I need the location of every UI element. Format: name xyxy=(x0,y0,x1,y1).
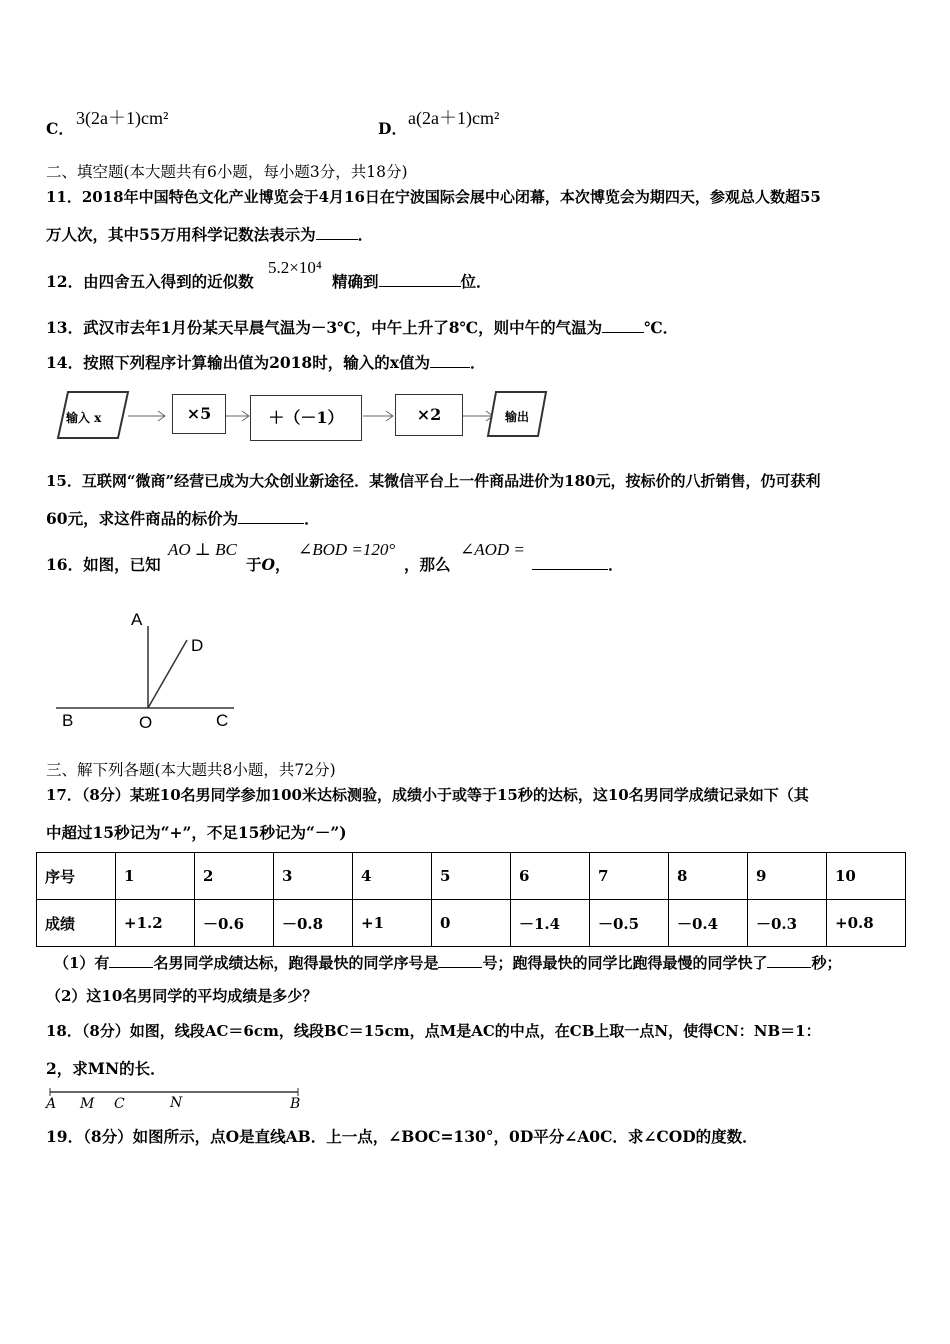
option-d-expression: a(2a＋1)cm² xyxy=(408,108,500,128)
q17-sub1-b: 名男同学成绩达标，跑得最快的同学序号是 xyxy=(153,954,439,972)
seg-label-a: A xyxy=(46,1096,57,1112)
q16-answer xyxy=(532,553,624,575)
q17-line2: 中超过15秒记为“+”，不足15秒记为“－”) xyxy=(46,823,347,842)
answer-blank[interactable] xyxy=(438,953,482,968)
table-row xyxy=(37,853,906,900)
fig-label-b: B xyxy=(62,711,74,730)
table-cell: 7 xyxy=(590,853,669,900)
q16-condition-perpendicular: AO ⊥ BC xyxy=(168,540,237,559)
table-cell: 2 xyxy=(195,853,274,900)
table-cell: 0 xyxy=(432,900,511,947)
q14-line xyxy=(46,351,485,373)
answer-blank[interactable] xyxy=(767,953,811,968)
flow-multiply-2 xyxy=(395,394,463,436)
flow-input-label: 输入 x xyxy=(66,411,102,425)
q17-sub1-c: 号；跑得最快的同学比跑得最慢的同学快了 xyxy=(482,954,768,972)
q16-condition-angle: ∠BOD =120° xyxy=(298,540,396,559)
q16-end: ． xyxy=(608,555,624,574)
q16-point-o: O xyxy=(261,555,276,574)
q17-sub1-a: （1）有 xyxy=(54,954,110,972)
q19-text: 19．（8分）如图所示，点O是直线AB．上一点，∠BOC=130°，0D平分∠A0C．求∠COD的度数． xyxy=(46,1127,758,1146)
table-header-score: 成绩 xyxy=(37,900,116,947)
fig-label-a: A xyxy=(131,610,143,629)
answer-blank[interactable] xyxy=(430,353,470,368)
table-cell: 1 xyxy=(116,853,195,900)
seg-label-m: M xyxy=(80,1096,95,1112)
option-d-label: D． xyxy=(378,119,407,138)
q12-text: 精确到 xyxy=(332,272,379,291)
fig-label-d: D xyxy=(191,636,204,655)
q12-line xyxy=(332,270,492,292)
table-cell: －0.4 xyxy=(669,900,748,947)
flow-add-minus-1 xyxy=(250,395,362,441)
q13-line xyxy=(46,316,678,338)
q17-sub1 xyxy=(54,952,841,973)
seg-label-b: B xyxy=(290,1096,301,1112)
q18-line1: 18．（8分）如图，线段AC＝6cm，线段BC＝15cm，点M是AC的中点，在CB上取一点N，使得CN：NB＝1： xyxy=(46,1022,821,1040)
q16-comma: ， xyxy=(275,555,291,574)
q15-text: 60元，求这件商品的标价为 xyxy=(46,509,239,528)
seg-label-c: C xyxy=(114,1096,125,1112)
seg-label-n: N xyxy=(170,1095,183,1111)
q17-sub1-d: 秒； xyxy=(811,954,842,972)
answer-blank[interactable] xyxy=(602,318,644,333)
q16-question-angle: ∠AOD = xyxy=(460,540,525,559)
q12-number: 5.2×10⁴ xyxy=(268,258,322,277)
table-cell: 10 xyxy=(827,853,906,900)
table-row xyxy=(37,900,906,947)
q11-line1: 11．2018年中国特色文化产业博览会于4月16日在宁波国际会展中心闭幕，本次博览会为期四天，参观总人数超55 xyxy=(46,188,821,206)
table-cell: 8 xyxy=(669,853,748,900)
q12-end: 位． xyxy=(460,272,492,291)
q14-text: 14．按照下列程序计算输出值为2018时，输入的x值为 xyxy=(46,353,430,372)
q16-at-text: 于 xyxy=(246,555,262,574)
table-cell: 3 xyxy=(274,853,353,900)
q17-sub2: （2）这10名男同学的平均成绩是多少？ xyxy=(46,987,318,1005)
table-cell: 9 xyxy=(748,853,827,900)
q15-line1: 15．互联网“微商”经营已成为大众创业新途径．某微信平台上一件商品进价为180元，按标价的八折销售，仍可获利 xyxy=(46,472,821,490)
q11-end: ． xyxy=(357,225,374,244)
q15-end: ． xyxy=(304,509,320,528)
q11-text: 万人次，其中55万用科学记数法表示为 xyxy=(46,225,316,244)
flow-multiply-5 xyxy=(172,394,226,434)
answer-blank[interactable] xyxy=(238,509,304,524)
q17-line1: 17．（8分）某班10名男同学参加100米达标测验，成绩小于或等于15秒的达标，这10名男同学成绩记录如下（其 xyxy=(46,786,809,804)
table-cell: 4 xyxy=(353,853,432,900)
q14-end: ． xyxy=(469,353,486,372)
q12-prefix: 12．由四舍五入得到的近似数 xyxy=(46,272,254,291)
q13-text: 13．武汉市去年1月份某天早晨气温为－3℃，中午上升了8℃，则中午的气温为 xyxy=(46,318,603,337)
table-header-id: 序号 xyxy=(37,853,116,900)
q16-at xyxy=(246,553,291,575)
q11-line2 xyxy=(46,223,373,245)
q18-line2: 2，求MN的长． xyxy=(46,1059,166,1078)
table-cell: 5 xyxy=(432,853,511,900)
scores-table xyxy=(36,852,906,947)
table-cell: －0.6 xyxy=(195,900,274,947)
table-cell: －0.3 xyxy=(748,900,827,947)
q16-then: ，那么 xyxy=(404,555,451,574)
answer-blank[interactable] xyxy=(379,272,461,287)
q13-end: ℃． xyxy=(644,318,679,337)
fig-label-o: O xyxy=(139,713,153,732)
flow-add-minus-1-label: ＋（－1） xyxy=(268,408,344,427)
q16-prefix: 16．如图，已知 xyxy=(46,555,161,574)
fig-label-c: C xyxy=(216,711,229,730)
q15-line2 xyxy=(46,507,320,529)
table-cell: +1.2 xyxy=(116,900,195,947)
table-cell: 6 xyxy=(511,853,590,900)
option-c-label: C． xyxy=(46,119,74,138)
option-c-expression: 3(2a＋1)cm² xyxy=(76,108,169,128)
table-cell: －1.4 xyxy=(511,900,590,947)
answer-blank[interactable] xyxy=(532,555,608,570)
section-3-title: 三、解下列各题(本大题共8小题，共72分) xyxy=(46,761,336,779)
answer-blank[interactable] xyxy=(316,225,358,240)
ray-od xyxy=(148,640,187,708)
table-cell: +1 xyxy=(353,900,432,947)
table-cell: －0.8 xyxy=(274,900,353,947)
flow-multiply-2-label: ×2 xyxy=(416,405,442,424)
section-2-title: 二、填空题(本大题共有6小题，每小题3分，共18分) xyxy=(46,163,408,181)
answer-blank[interactable] xyxy=(109,953,153,968)
table-cell: －0.5 xyxy=(590,900,669,947)
table-cell: +0.8 xyxy=(827,900,906,947)
flow-multiply-5-label: ×5 xyxy=(186,404,212,423)
flow-output-label: 输出 xyxy=(505,410,530,424)
